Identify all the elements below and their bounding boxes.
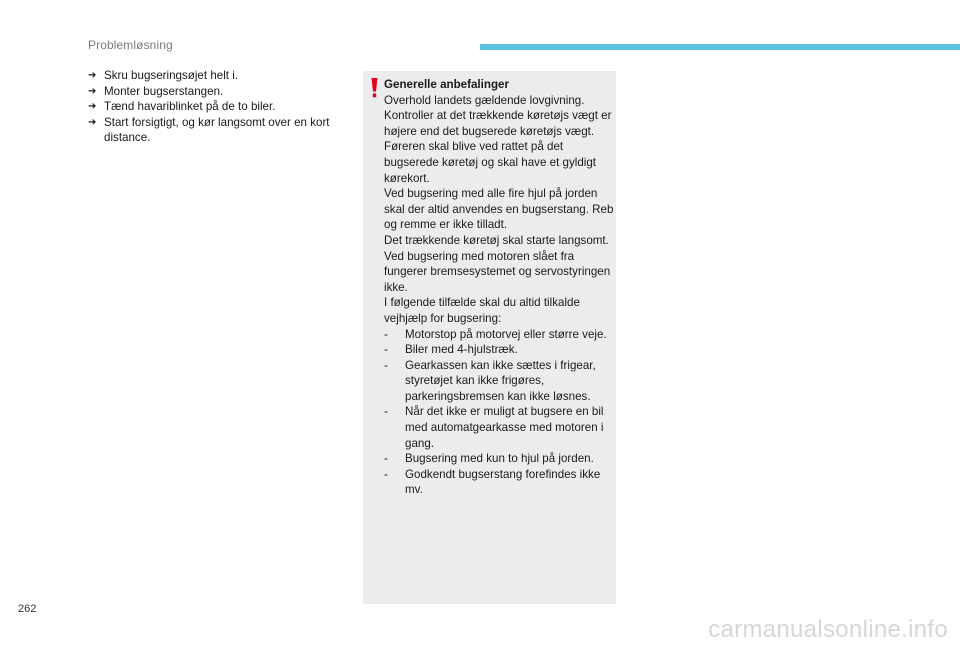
warning-dash-item (384, 467, 616, 498)
step-text: Tænd havariblinket på de to biler. (104, 100, 276, 114)
step-item (88, 68, 350, 84)
steps-list (88, 68, 350, 146)
dash-marker: - (384, 452, 388, 466)
dash-item-text: Gearkassen kan ikke sættes i frigear, styretøjet kan ikke frigøres, parkeringsbremsen kan ikke løsnes. (405, 358, 596, 403)
warning-dash-list (384, 327, 616, 499)
dash-item-text: Motorstop på motorvej eller større veje. (405, 327, 607, 341)
warning-paragraph: Ved bugsering med alle fire hjul på jorden skal der altid anvendes en bugserstang. Reb og remme er ikke tilladt. (384, 187, 614, 232)
step-item (88, 115, 350, 146)
step-item (88, 84, 350, 100)
pointer-arrow-icon: ➔ (88, 85, 97, 97)
warning-title: Generelle anbefalinger (384, 78, 510, 91)
warning-dash-item (384, 451, 616, 467)
page-number: 262 (18, 603, 37, 615)
dash-marker: - (384, 358, 388, 372)
warning-dash-item (384, 358, 616, 405)
warning-dash-item (384, 404, 616, 451)
warning-paragraph: Det trækkende køretøj skal starte langsomt. (384, 233, 609, 247)
pointer-arrow-icon: ➔ (88, 116, 97, 128)
step-text: Skru bugseringsøjet helt i. (104, 69, 239, 82)
dash-item-text: Bugsering med kun to hjul på jorden. (405, 452, 594, 466)
warning-paragraph: I følgende tilfælde skal du altid tilkalde vejhjælp for bugsering: (384, 296, 580, 325)
warning-dash-item (384, 327, 616, 343)
dash-item-text: Biler med 4-hjulstræk. (405, 343, 518, 357)
warning-paragraph: Overhold landets gældende lovgivning. (384, 93, 585, 107)
warning-paragraph: Ved bugsering med motoren slået fra fungerer bremsesystemet og servostyringen ikke. (384, 249, 611, 294)
warning-dash-item (384, 342, 616, 358)
pointer-arrow-icon: ➔ (88, 70, 97, 81)
dash-marker: - (384, 467, 388, 481)
section-title: Problemløsning (88, 38, 173, 52)
step-item (88, 99, 350, 115)
dash-marker: - (384, 343, 388, 357)
warning-box (363, 71, 616, 604)
dash-marker: - (384, 327, 388, 341)
warning-paragraph: Føreren skal blive ved rattet på det bugserede køretøj og skal have et gyldigt kørekort. (384, 140, 597, 185)
dash-item-text: Når det ikke er muligt at bugsere en bil med automatgearkasse med motoren i gang. (405, 405, 604, 450)
dash-marker: - (384, 405, 388, 419)
dash-item-text: Godkendt bugserstang forefindes ikke mv. (405, 467, 601, 497)
header-accent-bar (480, 44, 960, 50)
step-text: Monter bugserstangen. (104, 84, 224, 98)
warning-paragraph: Kontroller at det trækkende køretøjs vægt er højere end det bugserede køretøjs vægt. (384, 109, 612, 138)
pointer-arrow-icon: ➔ (88, 101, 97, 113)
watermark-text: carmanualsonline.info (708, 616, 948, 643)
step-text: Start forsigtigt, og kør langsomt over en kort distance. (104, 115, 330, 145)
exclamation-icon (371, 78, 378, 98)
warning-content (384, 77, 616, 498)
